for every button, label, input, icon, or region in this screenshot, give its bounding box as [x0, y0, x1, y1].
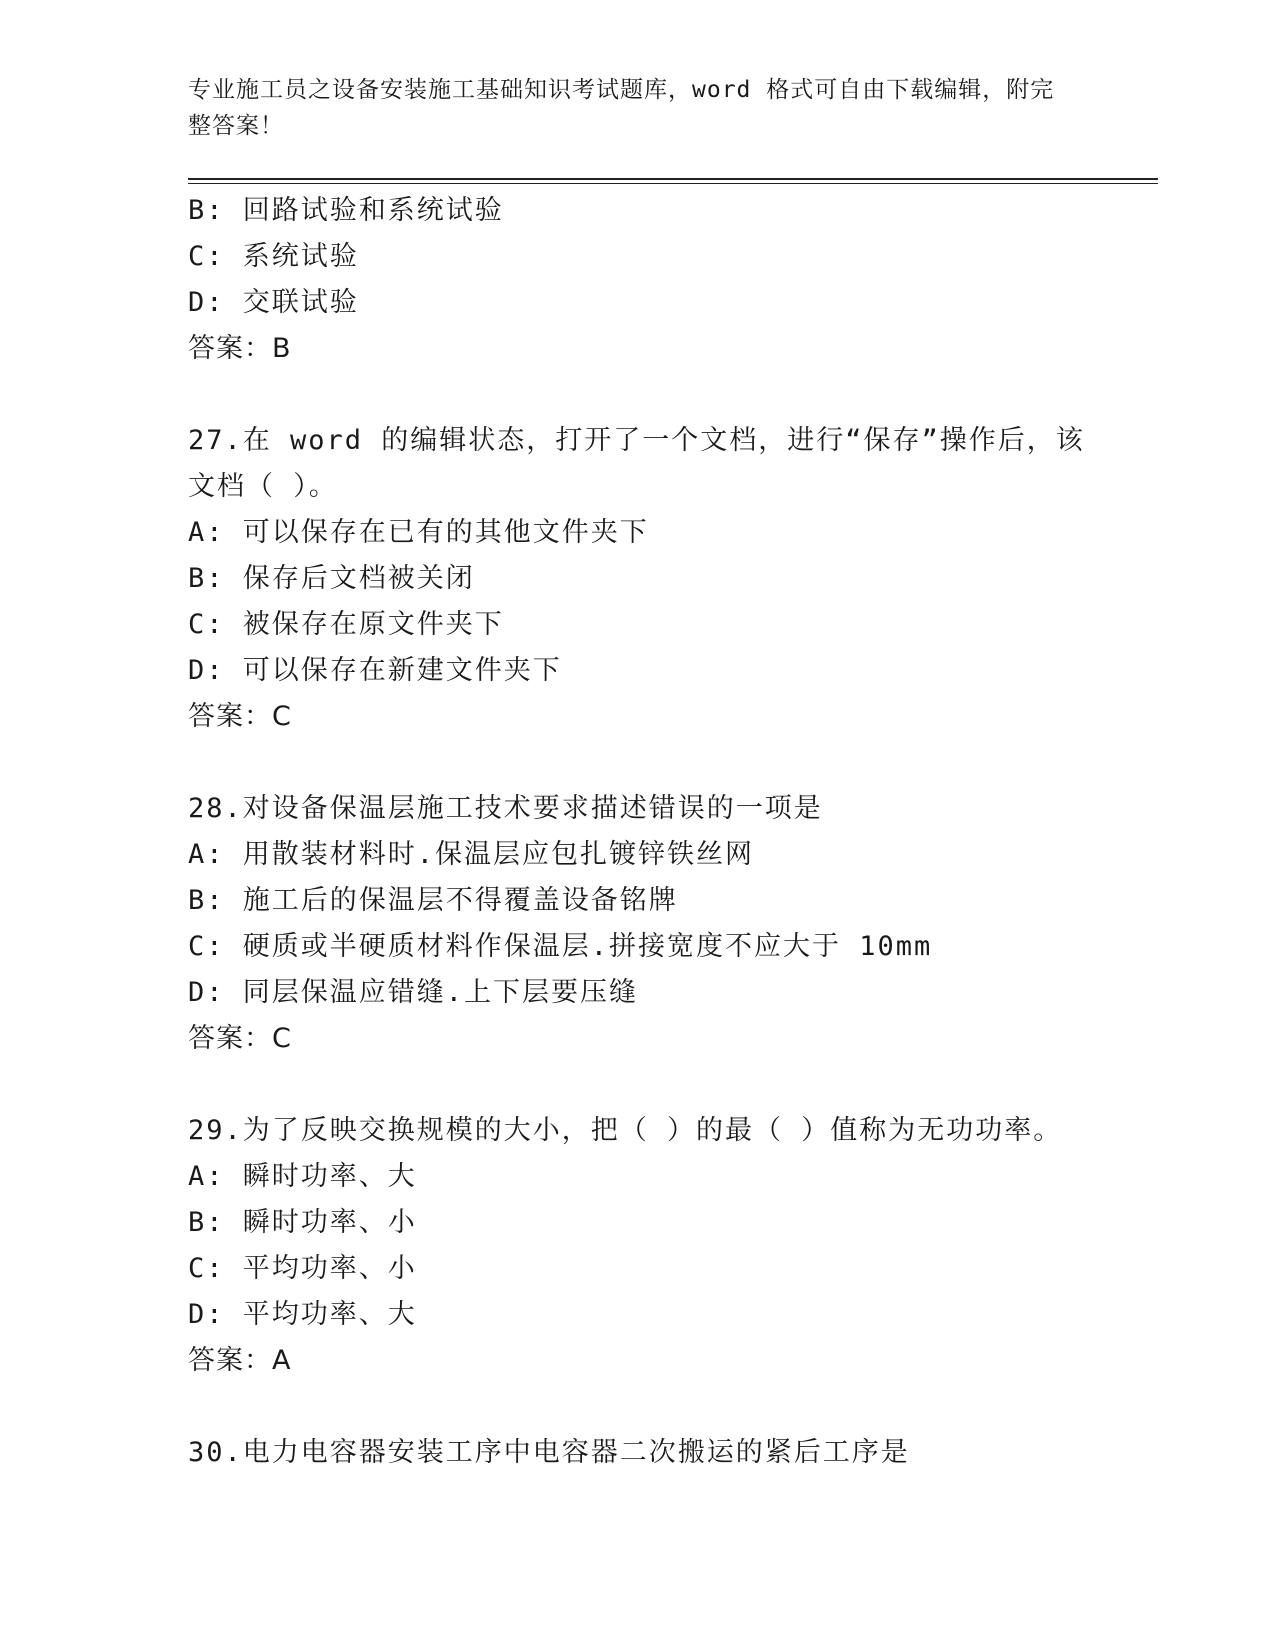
answer: 答案：A: [188, 1345, 292, 1376]
question-stem: 28.对设备保温层施工技术要求描述错误的一项是: [188, 793, 823, 824]
option-a: A: 瞬时功率、大: [188, 1161, 417, 1192]
option-d: D: 交联试验: [188, 287, 359, 318]
spacer: [188, 1062, 1088, 1108]
answer: 答案：C: [188, 1023, 292, 1054]
option-c: C: 平均功率、小: [188, 1253, 417, 1284]
option-b: B: 回路试验和系统试验: [188, 195, 504, 226]
option-d: D: 同层保温应错缝.上下层要压缝: [188, 977, 639, 1008]
spacer: [188, 740, 1088, 786]
question-29: [188, 1108, 1088, 1384]
document-header: [188, 72, 1068, 144]
question-stem: 29.为了反映交换规模的大小，把（ ）的最（ ）值称为无功功率。: [188, 1115, 1063, 1146]
question-stem-continued: 文档（ ）。: [188, 471, 338, 502]
option-d: D: 平均功率、大: [188, 1299, 417, 1330]
option-b: B: 保存后文档被关闭: [188, 563, 475, 594]
question-stem: 30.电力电容器安装工序中电容器二次搬运的紧后工序是: [188, 1437, 910, 1468]
header-line-2: 整答案！: [188, 113, 284, 139]
option-c: C: 被保存在原文件夹下: [188, 609, 504, 640]
spacer: [188, 1384, 1088, 1430]
option-c: C: 硬质或半硬质材料作保温层.拼接宽度不应大于 10mm: [188, 931, 933, 962]
document-body: [188, 188, 1088, 1476]
question-stem: 27.在 word 的编辑状态，打开了一个文档，进行“保存”操作后，该: [188, 425, 1085, 456]
question-26: [188, 188, 1088, 372]
header-line-1: 专业施工员之设备安装施工基础知识考试题库，word 格式可自由下载编辑，附完: [188, 77, 1055, 103]
header-rule-thin: [188, 183, 1158, 184]
option-a: A: 用散装材料时.保温层应包扎镀锌铁丝网: [188, 839, 755, 870]
question-27: [188, 418, 1088, 740]
question-28: [188, 786, 1088, 1062]
question-30: [188, 1430, 1088, 1476]
header-rule-thick: [188, 178, 1158, 180]
option-c: C: 系统试验: [188, 241, 359, 272]
option-d: D: 可以保存在新建文件夹下: [188, 655, 562, 686]
answer: 答案：C: [188, 701, 292, 732]
option-b: B: 瞬时功率、小: [188, 1207, 417, 1238]
option-b: B: 施工后的保温层不得覆盖设备铭牌: [188, 885, 678, 916]
answer: 答案：B: [188, 333, 292, 364]
option-a: A: 可以保存在已有的其他文件夹下: [188, 517, 649, 548]
spacer: [188, 372, 1088, 418]
